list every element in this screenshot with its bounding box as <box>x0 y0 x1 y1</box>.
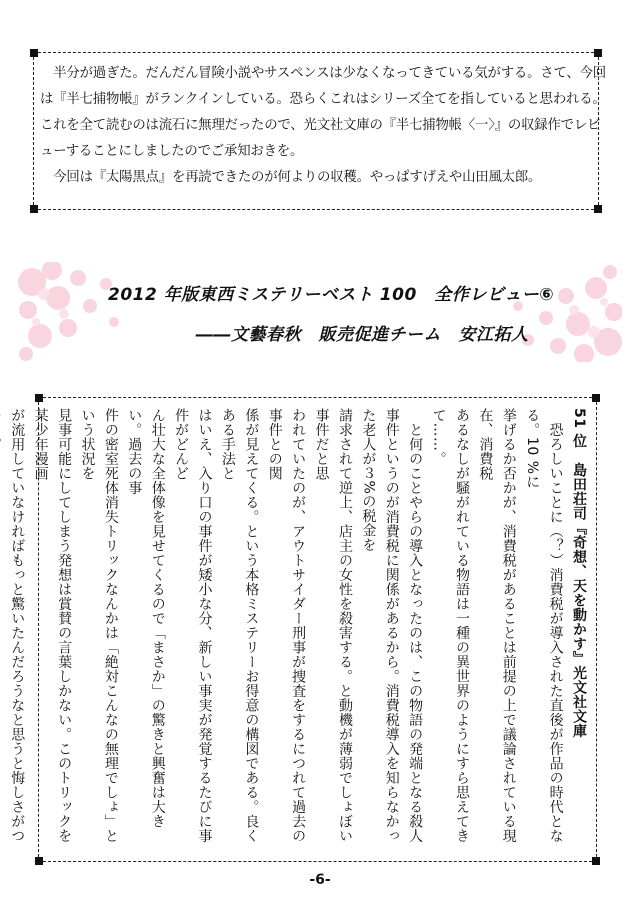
page-number: -6- <box>309 872 331 888</box>
corner-mark <box>30 49 38 57</box>
review-line: あるなしが騒がれている物語は一種の異世界のようにすら思えてきて……。 <box>430 408 470 843</box>
article-title: 2012 年版東西ミステリーベスト 100 全作レビュー⑥ <box>108 285 555 305</box>
review-line: われていたのが、アウトサイダー刑事が捜査をするにつれて過去の事件との関 <box>266 408 307 843</box>
review-line: と何のことやらの導入となったのは、この物語の発端となる殺人事件というのが消費税に関係があるから。消費税導入を知らなかった老人が３%の税金を <box>360 408 424 843</box>
intro-line: これを全て読むのは流石に無理だったので、光文社文庫の『半七捕物帳〈一〉』の収録作でレビ <box>40 118 601 133</box>
review-line: ん壮大な全体像を見せてくるので「まさか」の驚きと興奮は大きい。過去の事 <box>126 408 166 829</box>
intro-box <box>33 52 606 210</box>
review-line: はいえ、入り口の事件が矮小な分、新しい事実が発覚するたびに事件がどんど <box>173 408 213 843</box>
corner-mark <box>30 205 38 213</box>
intro-line: は『半七捕物帳』がランクインしている。恐らくこれはシリーズ全てを指していると思われる。 <box>40 92 606 107</box>
title-banner <box>18 262 622 362</box>
corner-mark <box>35 394 43 402</box>
review-line: 見事可能にしてしまう発想は賞賛の言葉しかない。このトリックを某少年漫画 <box>32 408 73 843</box>
corner-mark <box>594 205 602 213</box>
corner-mark <box>35 857 43 865</box>
corner-mark <box>592 394 600 402</box>
review-text <box>0 408 590 856</box>
review-line: が流用していなければもっと驚いたんだろうなと思うと悔しさがつ <box>9 408 26 843</box>
intro-line: 半分が過ぎた。だんだん冒険小説やサスペンスは少なくなってきている気がする。さて、今回 <box>40 66 606 81</box>
review-heading: 51 位 島田荘司『奇想、天を動かす』光文社文庫 <box>571 408 587 739</box>
intro-line: ューすることにしましたのでご承知おきを。 <box>40 144 304 159</box>
article-byline: ――文藝春秋 販売促進チーム 安江拓人 <box>196 325 529 345</box>
review-line: 挙げるか否かが、消費税があることは前提の上で議論されている現在、消費税 <box>477 408 517 843</box>
corner-mark <box>592 857 600 865</box>
review-line: 請求されて逆上、店主の女性を殺害する。と動機が薄弱でしょぼい事件だと思 <box>313 408 353 843</box>
intro-line: 今回は『太陽黒点』を再読できたのが何よりの収穫。やっぱすげえや山田風太郎。 <box>40 170 542 185</box>
review-line: 係が見えてくる。という本格ミステリーお得意の構図である。良くある手法と <box>219 408 260 843</box>
review-line: 件の密室死体消失トリックなんかは「絶対こんなの無理でしょ」という状況を <box>79 408 119 843</box>
review-line: 恐ろしいことに（？）消費税が導入された直後が作品の時代となる。10 %に <box>524 408 564 843</box>
corner-mark <box>594 49 602 57</box>
review-box <box>9 397 597 862</box>
blossom-decoration <box>18 262 622 362</box>
